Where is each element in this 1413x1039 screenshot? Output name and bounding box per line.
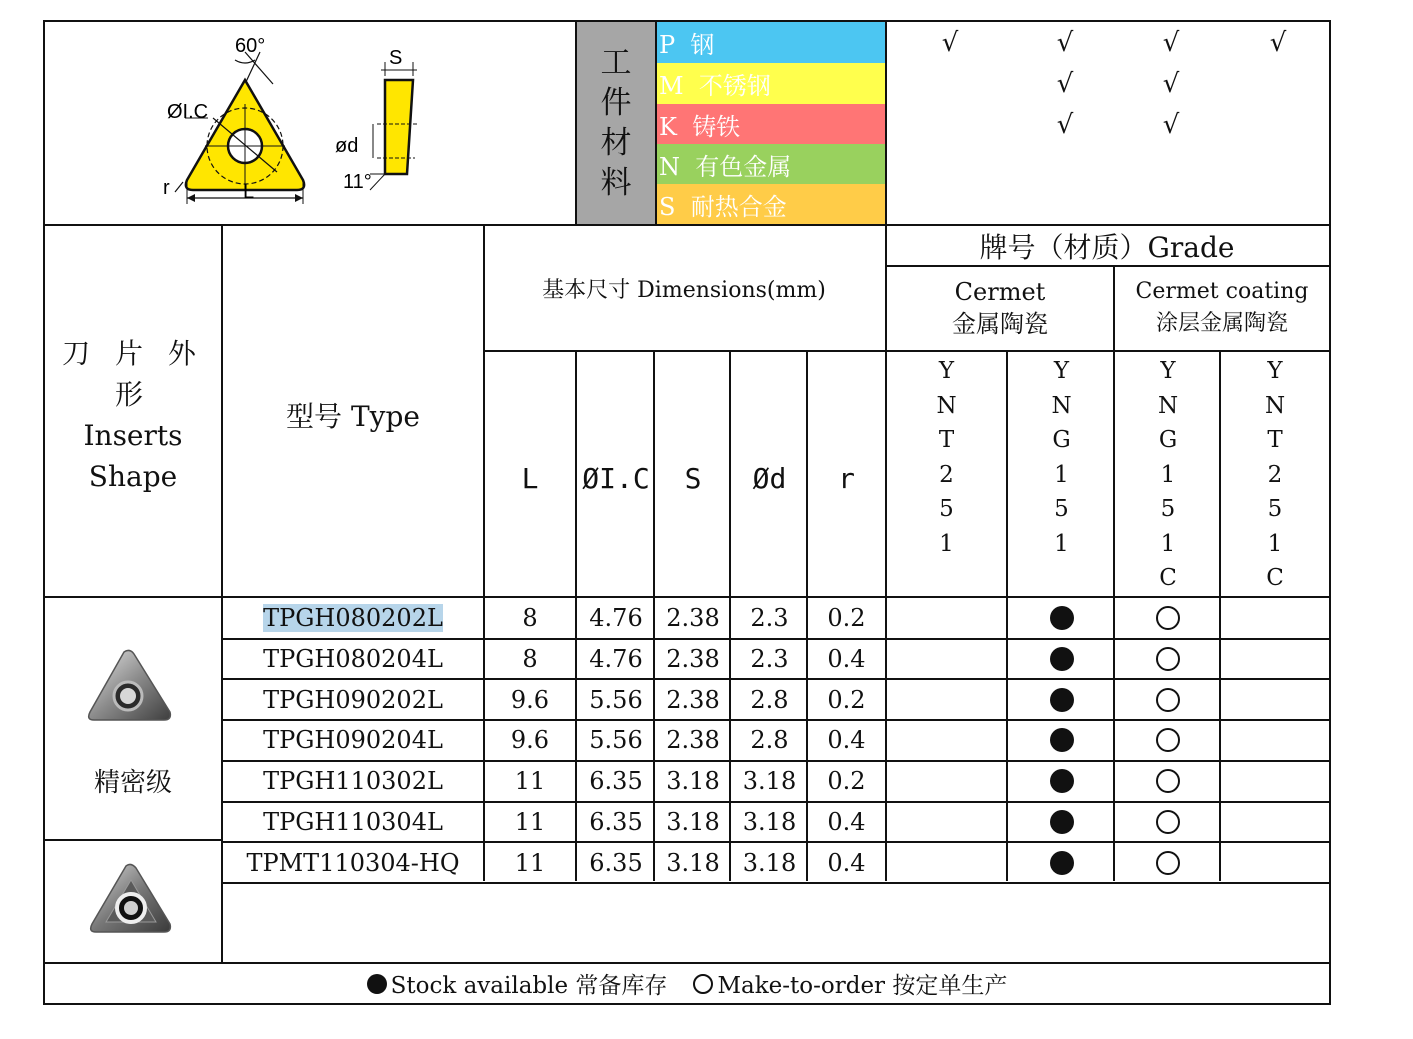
- d-label: ød: [335, 135, 359, 157]
- row-ic-value: 5.56: [589, 685, 643, 714]
- availability-cell: [1115, 679, 1221, 720]
- filled-circle-icon: [367, 974, 387, 994]
- hollow-circle-icon: [1156, 810, 1180, 834]
- row-type[interactable]: [223, 761, 483, 802]
- grid-line: [221, 882, 1329, 884]
- type-code: TPGH090204L: [263, 726, 443, 755]
- material-row-m: M 不锈钢: [655, 63, 885, 104]
- hollow-circle-icon: [1156, 688, 1180, 712]
- hollow-circle-icon: [1156, 606, 1180, 630]
- grade-code-char: Y: [1053, 358, 1070, 384]
- row-ic-value: 5.56: [589, 726, 643, 755]
- grade-code-char: G: [1158, 427, 1178, 453]
- legend-stock: Stock available 常备库存: [390, 973, 668, 999]
- cermet-cn: 金属陶瓷: [952, 310, 1048, 338]
- filled-circle-icon: [1050, 728, 1074, 752]
- grade-code-char: N: [1051, 392, 1072, 419]
- material-char: 材: [600, 125, 632, 161]
- grid-line: [221, 638, 1329, 640]
- material-char: 料: [600, 165, 632, 201]
- row-l-value: 11: [514, 848, 546, 877]
- availability-cell: [1008, 761, 1115, 802]
- row-r-value: 0.4: [827, 726, 866, 755]
- availability-cell: [1115, 842, 1221, 883]
- availability-cell: [1008, 842, 1115, 883]
- row-d-value: 3.18: [742, 848, 797, 877]
- grade-code-char: 1: [1054, 461, 1069, 488]
- row-s-value: 2.38: [666, 645, 720, 674]
- grid-line: [45, 596, 1329, 598]
- row-l-value: 9.6: [510, 726, 550, 755]
- row-type[interactable]: [223, 598, 483, 639]
- dimensions-header: 基本尺寸 Dimensions(mm): [542, 277, 826, 303]
- grade-code-char: 5: [1267, 496, 1283, 522]
- grid-line: [221, 224, 223, 962]
- ic-label: ØI.C: [167, 101, 209, 123]
- row-ic-value: 6.35: [589, 767, 643, 796]
- row-r-value: 0.2: [827, 685, 866, 714]
- availability-cell: [1008, 802, 1115, 843]
- material-check-mark: √: [941, 27, 959, 58]
- row-type[interactable]: [223, 842, 483, 883]
- grid-line: [885, 22, 887, 224]
- grade-code-char: G: [1052, 427, 1071, 453]
- insert-shape-en1: Inserts: [83, 419, 183, 452]
- type-code: TPGH110302L: [263, 767, 443, 796]
- row-r-value: 0.4: [827, 807, 866, 836]
- material-row-s: S 耐热合金: [655, 184, 885, 224]
- material-check-mark: √: [1056, 27, 1074, 58]
- material-check-mark: √: [1056, 109, 1074, 140]
- grid-line: [221, 841, 1329, 843]
- type-header: 型号 Type: [286, 400, 420, 433]
- material-check-mark: √: [1162, 27, 1180, 58]
- material-check-mark: √: [1162, 109, 1180, 140]
- grid-line: [575, 22, 577, 224]
- type-code: TPGH080204L: [263, 645, 443, 674]
- material-row-k: K 铸铁: [655, 104, 885, 145]
- row-type[interactable]: [223, 720, 483, 761]
- availability-cell: [1115, 802, 1221, 843]
- hollow-circle-icon: [693, 974, 713, 994]
- grid-line: [221, 678, 1329, 680]
- grade-code-char: 1: [1160, 530, 1176, 557]
- availability-cell: [1115, 761, 1221, 802]
- workpiece-material-label: [577, 22, 655, 224]
- row-ic-value: 6.35: [589, 807, 643, 836]
- s-label: S: [389, 47, 403, 69]
- grid-line: [483, 350, 1329, 352]
- material-check-mark: √: [1269, 27, 1287, 58]
- grade-code-char: N: [1157, 392, 1179, 419]
- hollow-circle-icon: [1156, 728, 1180, 752]
- grid-line: [1115, 265, 1329, 267]
- grid-line: [1113, 265, 1115, 881]
- grade-code-char: C: [1159, 565, 1177, 591]
- triangle-insert-ground-icon: [84, 646, 176, 724]
- grade-code-char: 1: [1054, 530, 1069, 557]
- row-l-value: 9.6: [510, 685, 550, 714]
- grade-code-char: 1: [939, 530, 954, 557]
- grid-line: [575, 350, 577, 881]
- grade-code-char: Y: [1160, 358, 1176, 384]
- availability-cell: [1008, 639, 1115, 680]
- relief-angle-label: 11°: [343, 171, 372, 193]
- type-code: TPGH110304L: [263, 807, 443, 836]
- row-l-value: 11: [514, 807, 546, 836]
- grid-line: [1006, 350, 1008, 881]
- grade-code-char: 2: [1267, 461, 1283, 488]
- filled-circle-icon: [1050, 688, 1074, 712]
- type-code: TPGH080202L: [263, 604, 443, 633]
- l-label: L: [243, 181, 255, 203]
- material-char: 工: [600, 45, 632, 81]
- grade-code-char: T: [938, 427, 955, 453]
- grid-line: [221, 760, 1329, 762]
- grid-line: [1219, 350, 1221, 881]
- grade-header: 牌号（材质）Grade: [979, 231, 1235, 264]
- grade-code-char: C: [1266, 565, 1284, 591]
- cermet-coating-header: [1115, 266, 1329, 350]
- availability-cell: [1008, 720, 1115, 761]
- grid-line: [806, 350, 808, 881]
- grid-line: [653, 350, 655, 881]
- grid-line: [221, 801, 1329, 803]
- grade-code-char: T: [1267, 427, 1283, 453]
- availability-cell: [1115, 598, 1221, 639]
- row-s-value: 3.18: [666, 767, 720, 796]
- grade-code-char: 1: [1267, 530, 1283, 557]
- grade-column-header: [1008, 354, 1115, 596]
- row-d-value: 2.3: [750, 604, 789, 633]
- row-s-value: 2.38: [666, 685, 720, 714]
- insert-shape-en2: Shape: [88, 460, 178, 493]
- material-check-mark: √: [1056, 68, 1074, 99]
- grade-code-char: 2: [939, 461, 954, 488]
- row-d-value: 2.8: [750, 685, 789, 714]
- coating-cn: 涂层金属陶瓷: [1155, 311, 1288, 336]
- grade-column-header: [885, 354, 1008, 596]
- row-ic-value: 6.35: [589, 848, 643, 877]
- hollow-circle-icon: [1156, 769, 1180, 793]
- availability-cell: [1008, 679, 1115, 720]
- grade-code-char: 5: [1160, 496, 1176, 522]
- filled-circle-icon: [1050, 647, 1074, 671]
- hollow-circle-icon: [1156, 851, 1180, 875]
- grade-code-char: 5: [1054, 496, 1069, 522]
- coating-en: Cermet coating: [1135, 279, 1309, 304]
- cermet-en: Cermet: [954, 278, 1046, 306]
- row-type[interactable]: [223, 802, 483, 843]
- material-row-n: N 有色金属: [655, 144, 885, 185]
- triangle-insert-molded-icon: [86, 862, 176, 936]
- cermet-header: [885, 266, 1115, 350]
- availability-cell: [1115, 639, 1221, 680]
- filled-circle-icon: [1050, 851, 1074, 875]
- filled-circle-icon: [1050, 769, 1074, 793]
- grid-line: [483, 224, 485, 881]
- material-row-p: P 钢: [655, 22, 885, 63]
- grade-column-header: [1115, 354, 1221, 596]
- grid-line: [729, 350, 731, 881]
- row-r-value: 0.2: [827, 767, 866, 796]
- row-s-value: 2.38: [666, 726, 720, 755]
- dim-column-header: ØI.C: [582, 461, 650, 495]
- hollow-circle-icon: [1156, 647, 1180, 671]
- grid-line: [45, 224, 1329, 226]
- availability-cell: [1115, 720, 1221, 761]
- filled-circle-icon: [1050, 606, 1074, 630]
- grid-line: [885, 224, 887, 881]
- grade-column-header: [1221, 354, 1329, 596]
- row-l-value: 8: [522, 645, 538, 674]
- type-code: TPGH090202L: [263, 685, 443, 714]
- row-r-value: 0.4: [827, 848, 866, 877]
- angle-label: 60°: [235, 35, 266, 57]
- grade-code-char: Y: [938, 358, 955, 384]
- row-s-value: 3.18: [666, 848, 720, 877]
- precision-grade-label: 精密级: [93, 767, 172, 798]
- row-l-value: 8: [522, 604, 538, 633]
- row-ic-value: 4.76: [589, 604, 643, 633]
- grid-line: [221, 719, 1329, 721]
- dim-column-header: L: [521, 461, 539, 495]
- row-type[interactable]: [223, 639, 483, 680]
- row-r-value: 0.4: [827, 645, 866, 674]
- insert-shape-cn: 刀 片 外 形: [62, 337, 204, 411]
- r-label: r: [163, 177, 170, 199]
- row-s-value: 2.38: [666, 604, 720, 633]
- row-d-value: 2.3: [750, 645, 789, 674]
- legend-order: Make-to-order 按定单生产: [717, 973, 1008, 999]
- grade-code-char: 5: [939, 496, 954, 522]
- row-l-value: 11: [514, 767, 546, 796]
- dim-column-header: Ød: [752, 461, 787, 495]
- grid-line: [45, 839, 221, 841]
- row-ic-value: 4.76: [589, 645, 643, 674]
- legend: [45, 964, 1329, 1003]
- material-char: 件: [600, 85, 632, 121]
- row-type[interactable]: [223, 679, 483, 720]
- type-code: TPMT110304-HQ: [246, 848, 460, 877]
- row-d-value: 3.18: [742, 807, 797, 836]
- row-d-value: 3.18: [742, 767, 797, 796]
- grade-code-char: N: [936, 392, 957, 419]
- dim-column-header: r: [838, 461, 855, 495]
- dim-column-header: S: [684, 461, 702, 495]
- row-s-value: 3.18: [666, 807, 720, 836]
- row-d-value: 2.8: [750, 726, 789, 755]
- grade-code-char: 1: [1160, 461, 1176, 488]
- filled-circle-icon: [1050, 810, 1074, 834]
- material-check-mark: √: [1162, 68, 1180, 99]
- insert-shape-header: [45, 337, 221, 493]
- insert-geometry-diagram: [45, 22, 575, 224]
- availability-cell: [1008, 598, 1115, 639]
- grade-code-char: Y: [1267, 358, 1283, 384]
- grid-line: [655, 22, 657, 224]
- row-r-value: 0.2: [827, 604, 866, 633]
- grade-code-char: N: [1264, 392, 1286, 419]
